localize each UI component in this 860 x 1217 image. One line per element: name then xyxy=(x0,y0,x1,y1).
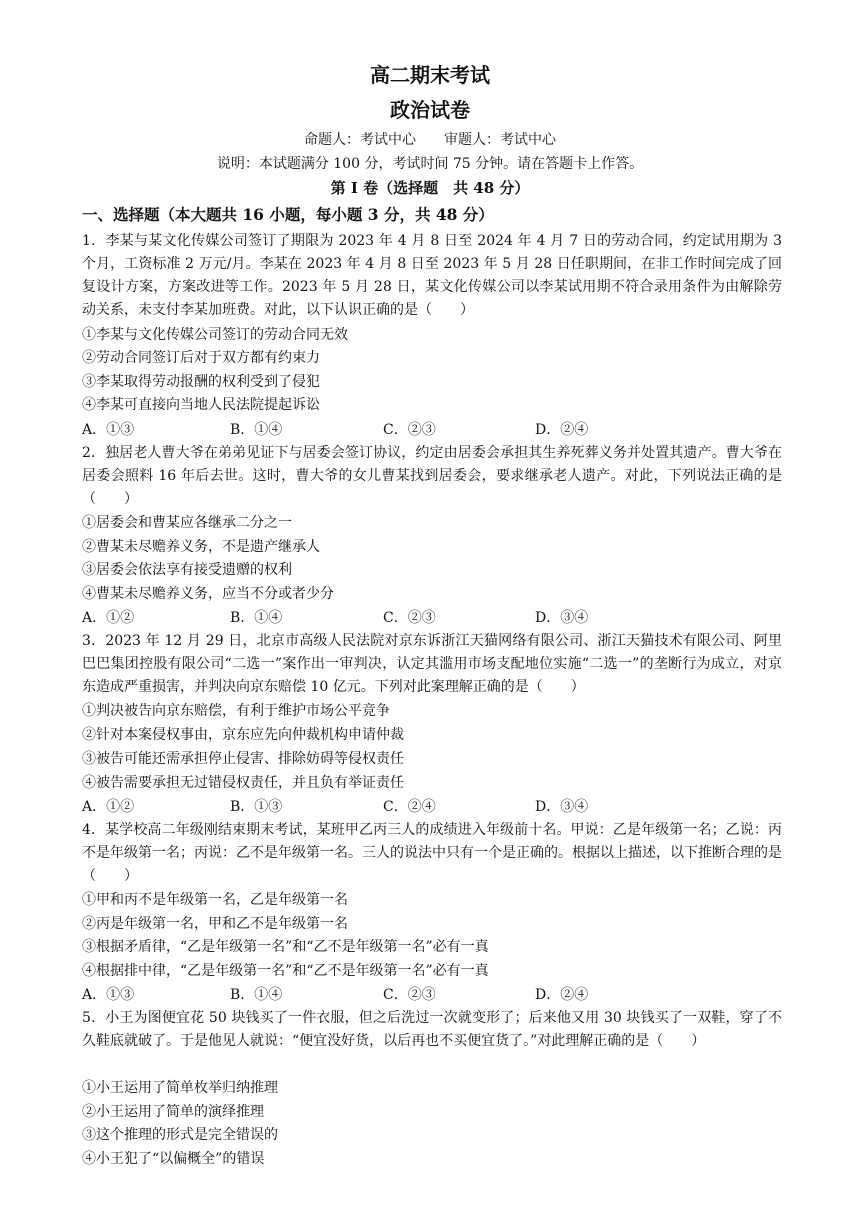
question-1-choice-c: C．②③ xyxy=(383,422,436,438)
question-4-option-2: ②丙是年级第一名，甲和乙不是年级第一名 xyxy=(82,916,348,932)
question-1-option-2: ②劳动合同签订后对于双方都有约束力 xyxy=(82,350,320,366)
question-1-option-1: ①李某与文化传媒公司签订的劳动合同无效 xyxy=(82,327,348,343)
question-2-stem: 2．独居老人曹大爷在弟弟见证下与居委会签订协议，约定由居委会承担其生养死葬义务并处置其遗产。曹大爷在居委会照料 16 年后去世。这时，曹大爷的女儿曹某找到居委会，要求继承老人遗产。对此，下列说法正确的是（ ） xyxy=(82,445,782,507)
question-5-option-1: ①小王运用了简单枚举归纳推理 xyxy=(82,1080,278,1096)
question-1-choice-d: D．②④ xyxy=(535,422,589,438)
question-5-option-3: ③这个推理的形式是完全错误的 xyxy=(82,1127,278,1143)
question-2-option-2: ②曹某未尽赡养义务，不是遗产继承人 xyxy=(82,539,320,555)
exam-instructions: 说明：本试题满分 100 分，考试时间 75 分钟。请在答题卡上作答。 xyxy=(216,156,644,172)
question-3-choice-c: C．②④ xyxy=(383,799,436,815)
question-4-option-1: ①甲和丙不是年级第一名，乙是年级第一名 xyxy=(82,892,348,908)
question-5-option-2: ②小王运用了简单的演绎推理 xyxy=(82,1104,264,1120)
question-1-option-4: ④李某可直接向当地人民法院提起诉讼 xyxy=(82,397,320,413)
question-3-option-4: ④被告需要承担无过错侵权责任，并且负有举证责任 xyxy=(82,775,404,791)
question-1-option-3: ③李某取得劳动报酬的权利受到了侵犯 xyxy=(82,374,320,390)
exam-authors: 命题人：考试中心 审题人：考试中心 xyxy=(304,132,556,148)
question-4-option-4: ④根据排中律，“乙是年级第一名”和“乙不是年级第一名”必有一真 xyxy=(82,963,489,979)
question-1-choice-a: A．①③ xyxy=(82,422,135,438)
question-3-stem: 3．2023 年 12 月 29 日，北京市高级人民法院对京东诉浙江天猫网络有限公司、浙江天猫技术有限公司、阿里巴巴集团控股有限公司“二选一”案作出一审判决，认定其滥用市场支配地位实施“二选一”的垄断行为成立，对京东造成严重损害，并判决向京东赔偿 10 亿元。下列对此案理解正确的是（ ） xyxy=(82,633,782,695)
question-4-choice-b: B．①④ xyxy=(230,987,283,1003)
question-4-choice-d: D．②④ xyxy=(535,987,589,1003)
exam-title: 高二期末考试 xyxy=(370,63,490,87)
question-3-choice-b: B．①③ xyxy=(230,799,283,815)
question-3-option-2: ②针对本案侵权事由，京东应先向仲裁机构申请仲裁 xyxy=(82,727,404,743)
question-2-option-1: ①居委会和曹某应各继承二分之一 xyxy=(82,515,292,531)
question-3-option-1: ①判决被告向京东赔偿，有利于维护市场公平竞争 xyxy=(82,703,390,719)
question-2-option-3: ③居委会依法享有接受遗赠的权利 xyxy=(82,562,292,578)
question-2-choice-b: B．①④ xyxy=(230,610,283,626)
question-2-option-4: ④曹某未尽赡养义务，应当不分或者少分 xyxy=(82,586,334,602)
question-3-choice-d: D．③④ xyxy=(535,799,589,815)
question-3-choice-a: A．①② xyxy=(82,799,135,815)
question-5-option-4: ④小王犯了“以偏概全”的错误 xyxy=(82,1151,265,1167)
question-2-choice-c: C．②③ xyxy=(383,610,436,626)
question-1-choice-b: B．①④ xyxy=(230,422,283,438)
question-5-stem: 5．小王为图便宜花 50 块钱买了一件衣服，但之后洗过一次就变形了；后来他又用 30 块钱买了一双鞋，穿了不久鞋底就破了。于是他见人就说：“便宜没好货，以后再也不买便宜货了。”对此理解正确的是（ ） xyxy=(82,1010,782,1049)
question-2-choice-d: D．③④ xyxy=(535,610,589,626)
question-4-option-3: ③根据矛盾律，“乙是年级第一名”和“乙不是年级第一名”必有一真 xyxy=(82,939,489,955)
question-4-stem: 4．某学校高二年级刚结束期末考试，某班甲乙丙三人的成绩进入年级前十名。甲说：乙是年级第一名；乙说：丙不是年级第一名；丙说：乙不是年级第一名。三人的说法中只有一个是正确的。根据以上描述，以下推断合理的是（ ） xyxy=(82,822,782,884)
question-3-option-3: ③被告可能还需承担停止侵害、排除妨碍等侵权责任 xyxy=(82,751,404,767)
part-title: 第 I 卷（选择题 共 48 分） xyxy=(330,179,530,197)
question-4-choice-a: A．①③ xyxy=(82,987,135,1003)
question-4-choice-c: C．②③ xyxy=(383,987,436,1003)
exam-subject: 政治试卷 xyxy=(390,98,470,122)
question-1-stem: 1．李某与某文化传媒公司签订了期限为 2023 年 4 月 8 日至 2024 年 4 月 7 日的劳动合同，约定试用期为 3 个月，工资标准 2 万元/月。李某在 2023 年 4 月 8 日至 2023 年 5 月 28 日任职期间，在非工作时间完成了回复设计方案，方案改进等工作。2023 年 5 月 28 日，某文化传媒公司以李某试用期不符合录用条件为由解除劳动关系，未支付李某加班费。对此，以下认识正确的是（ ） xyxy=(82,233,782,318)
question-2-choice-a: A．①② xyxy=(82,610,135,626)
section-heading: 一、选择题（本大题共 16 小题，每小题 3 分，共 48 分） xyxy=(82,205,494,224)
